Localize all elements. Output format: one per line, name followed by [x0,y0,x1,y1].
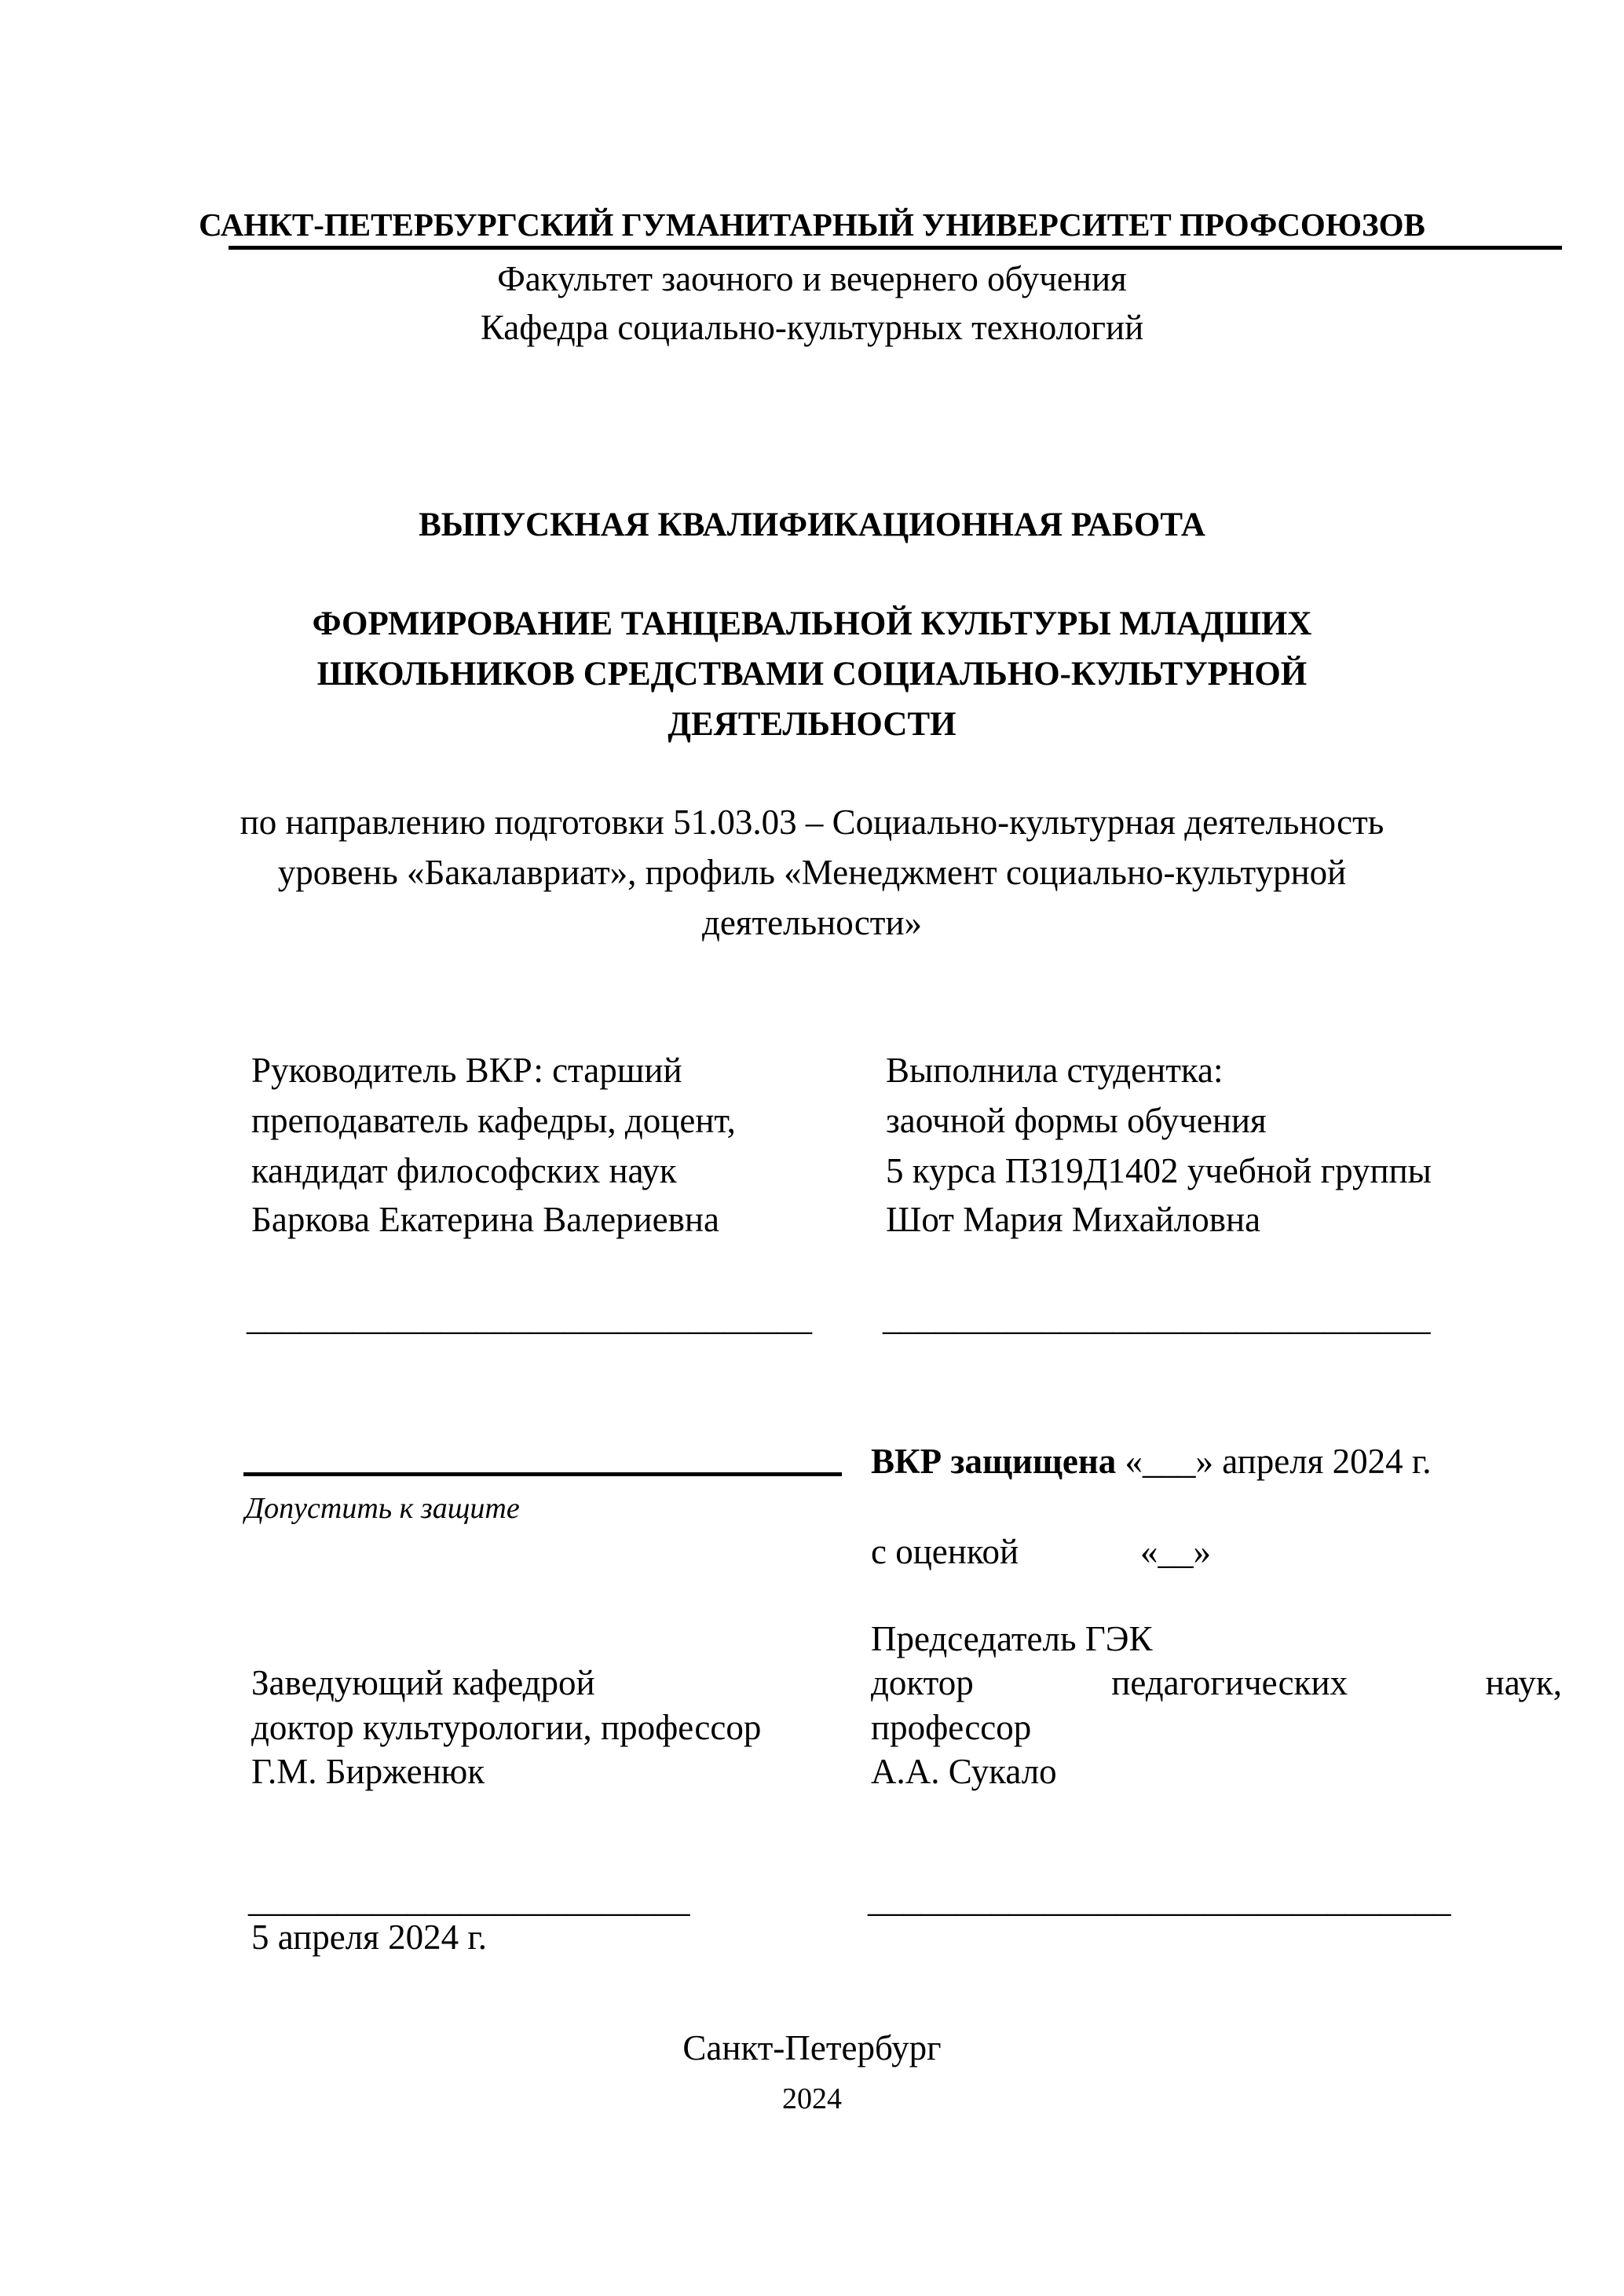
supervisor-line-3: кандидат философских наук [251,1151,677,1190]
defended-line [871,1441,1432,1482]
university-name: САНКТ-ПЕТЕРБУРГСКИЙ ГУМАНИТАРНЫЙ УНИВЕРСИТЕТ ПРОФСОЮЗОВ [199,207,1425,243]
defended-label: ВКР защищена [871,1442,1117,1481]
chairman-line-1: Председатель ГЭК [871,1619,1153,1658]
student-signature-blank: _______________________________ [883,1298,1431,1337]
chairman-name: А.А. Сукало [871,1752,1057,1791]
chairman-signature-blank: _________________________________ [868,1880,1451,1919]
admit-signature-line [243,1472,842,1476]
chairman-word-3: наук, [1485,1663,1562,1702]
work-type: ВЫПУСКНАЯ КВАЛИФИКАЦИОННАЯ РАБОТА [419,506,1205,543]
city: Санкт-Петербург [682,2028,942,2067]
supervisor-signature-blank: ________________________________ [247,1298,812,1337]
supervisor-name: Баркова Екатерина Валериевна [251,1200,719,1239]
faculty-name: Факультет заочного и вечернего обучения [497,259,1127,298]
student-line-2: заочной формы обучения [886,1101,1267,1140]
thesis-title-line-3: ДЕЯТЕЛЬНОСТИ [668,706,956,743]
grade-label: с оценкой [871,1532,1019,1571]
student-line-3: 5 курса ПЗ19Д1402 учебной группы [886,1151,1432,1190]
direction-line-1: по направлению подготовки 51.03.03 – Социально-культурная деятельность [240,803,1384,842]
chairman-word-2: педагогических [1111,1663,1348,1702]
head-name: Г.М. Бирженюк [251,1752,485,1791]
supervisor-line-2: преподаватель кафедры, доцент, [251,1101,736,1140]
grade-value: «__» [1140,1532,1211,1571]
head-signature-blank: _________________________ [248,1880,690,1919]
thesis-title-line-2: ШКОЛЬНИКОВ СРЕДСТВАМИ СОЦИАЛЬНО-КУЛЬТУРНОЙ [316,656,1308,693]
direction-line-3: деятельности» [701,903,923,942]
student-line-1: Выполнила студентка: [886,1051,1223,1090]
head-line-2: доктор культурологии, профессор [251,1708,762,1747]
student-name: Шот Мария Михайловна [886,1200,1261,1239]
admit-label: Допустить к защите [245,1492,520,1525]
chairman-line-2 [871,1662,1562,1703]
thesis-title-line-1: ФОРМИРОВАНИЕ ТАНЦЕВАЛЬНОЙ КУЛЬТУРЫ МЛАДШИХ [312,605,1312,642]
department-name: Кафедра социально-культурных технологий [480,308,1144,347]
head-line-1: Заведующий кафедрой [251,1663,595,1702]
defended-date: «___» апреля 2024 г. [1116,1442,1432,1481]
year: 2024 [782,2082,842,2115]
chairman-line-3: профессор [871,1708,1032,1747]
direction-line-2: уровень «Бакалавриат», профиль «Менеджмент социально-культурной [277,853,1347,892]
supervisor-line-1: Руководитель ВКР: старший [251,1051,682,1090]
head-date: 5 апреля 2024 г. [251,1918,487,1957]
chairman-word-1: доктор [871,1663,974,1702]
header-divider [229,246,1562,250]
